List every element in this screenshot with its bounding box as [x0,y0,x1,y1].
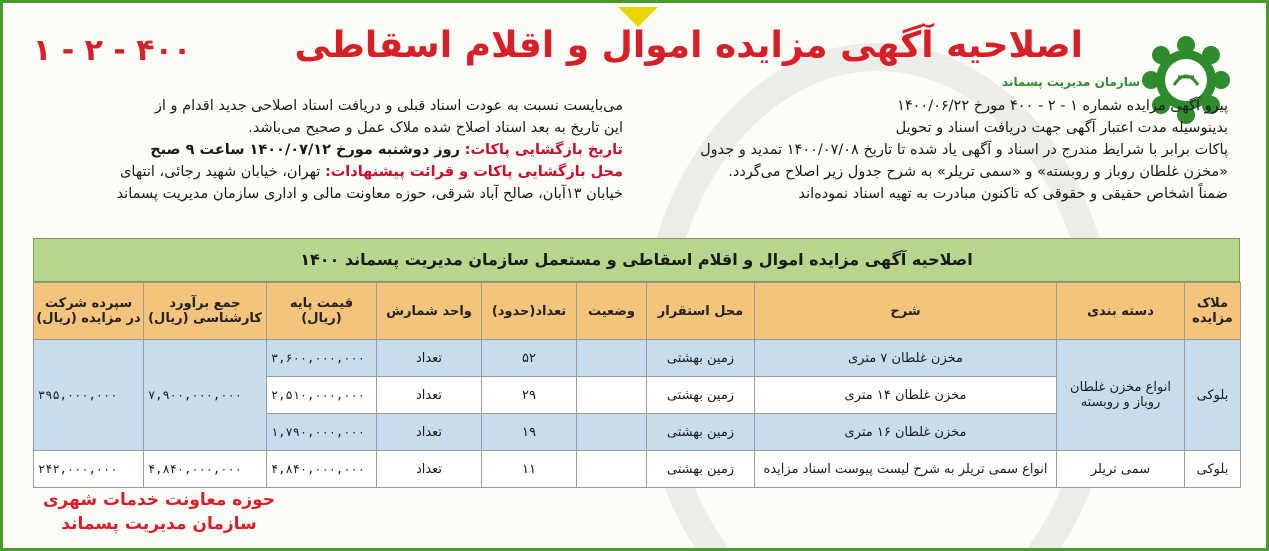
col-header-malak: ملاک مزایده [1185,283,1241,340]
opening-date-label: تاریخ بازگشایی پاکات: [464,142,623,158]
body-line: پاکات برابر با شرایط مندرج در اسناد و آگهی یاد شده تا تاریخ ۱۴۰۰/۰۷/۰۸ تمدید و جدول [700,142,1228,158]
body-line: «مخزن غلطان روباز و روبسته» و «سمی تریلر» به شرح جدول زیر اصلاح می‌گردد. [728,164,1228,180]
cell-malak: بلوکی [1185,340,1241,451]
cell-deposit: ۳۹۵,۰۰۰,۰۰۰ [34,340,144,451]
cell-unit: تعداد [377,340,482,377]
top-triangle-marker [618,7,658,27]
org-name-small: سازمان مدیریت پسماند [1002,75,1140,89]
cell-location: زمین بهشتی [647,451,755,488]
cell-category: سمی تریلر [1057,451,1185,488]
cell-count: ۱۱ [482,451,577,488]
footer-signature [39,488,279,536]
col-header-status: وضعیت [577,283,647,340]
cell-count: ۲۹ [482,377,577,414]
cell-base-price: ۲,۵۱۰,۰۰۰,۰۰۰ [267,377,377,414]
cell-desc: مخزن غلطان ۱۶ متری [755,414,1057,451]
footer-line: سازمان مدیریت پسماند [61,514,257,534]
notice-title-text: اصلاحیه آگهی مزایده اموال و اقلام اسقاطی [294,25,1083,66]
cell-unit: تعداد [377,414,482,451]
body-text-right [638,95,1228,205]
body-line: پیرو آگهی مزایده شماره ۱ - ۲ - ۴۰۰ مورخ ۱۴۰۰/۰۶/۲۲ [897,98,1228,114]
table-title: اصلاحیه آگهی مزایده اموال و اقلام اسقاطی و مستعمل سازمان مدیریت پسماند ۱۴۰۰ [33,238,1240,282]
cell-desc: انواع سمی تریلر به شرح لیست پیوست اسناد مزایده [755,451,1057,488]
cell-base-price: ۴,۸۴۰,۰۰۰,۰۰۰ [267,451,377,488]
cell-desc: مخزن غلطان ۷ متری [755,340,1057,377]
cell-desc: مخزن غلطان ۱۴ متری [755,377,1057,414]
table-header-row [34,283,1241,340]
body-line: خیابان ۱۳آبان، صالح آباد شرقی، حوزه معاونت مالی و اداری سازمان مدیریت پسماند [116,186,623,202]
cell-location: زمین بهشتی [647,414,755,451]
body-line: ضمناً اشخاص حقیقی و حقوقی که تاکنون مبادرت به تهیه اسناد نموده‌اند [798,186,1228,202]
cell-total-estimate: ۴,۸۴۰,۰۰۰,۰۰۰ [144,451,267,488]
notice-number: ۱ - ۲ - ۴۰۰ [33,33,192,68]
cell-location: زمین بهشتی [647,340,755,377]
cell-deposit: ۲۴۲,۰۰۰,۰۰۰ [34,451,144,488]
cell-unit: تعداد [377,377,482,414]
footer-line: حوزه معاونت خدمات شهری [42,490,276,510]
col-header-desc: شرح [755,283,1057,340]
cell-malak: بلوکی [1185,451,1241,488]
cell-status [577,451,647,488]
body-line: بدینوسیله مدت اعتبار آگهی جهت دریافت اسناد و تحویل [895,120,1228,136]
col-header-base-price: قیمت پایه (ریال) [267,283,377,340]
cell-count: ۱۹ [482,414,577,451]
col-header-unit: واحد شمارش [377,283,482,340]
cell-total-estimate: ۷,۹۰۰,۰۰۰,۰۰۰ [144,340,267,451]
cell-unit: تعداد [377,451,482,488]
body-line: این تاریخ به بعد اسناد اصلاح شده ملاک عمل و صحیح می‌باشد. [248,120,623,136]
table-row [34,340,1241,377]
auction-table-section [33,238,1240,481]
col-header-category: دسته بندی [1057,283,1185,340]
col-header-location: محل استقرار [647,283,755,340]
opening-date-value: روز دوشنبه مورخ ۱۴۰۰/۰۷/۱۲ ساعت ۹ صبح [150,142,461,158]
cell-status [577,340,647,377]
col-header-count: تعداد(حدود) [482,283,577,340]
col-header-total-estimate: جمع برآورد کارشناسی (ریال) [144,283,267,340]
cell-location: زمین بهشتی [647,377,755,414]
cell-category: انواع مخزن غلطان روباز و روبسته [1057,340,1185,451]
opening-place-label: محل بازگشایی پاکات و قرائت پیشنهادات: [324,164,623,180]
cell-base-price: ۳,۶۰۰,۰۰۰,۰۰۰ [267,340,377,377]
cell-status [577,414,647,451]
opening-place [33,161,623,183]
body-line: می‌بایست نسبت به عودت اسناد قبلی و دریافت اسناد اصلاحی جدید اقدام و از [154,98,623,114]
opening-date [33,139,623,161]
cell-base-price: ۱,۷۹۰,۰۰۰,۰۰۰ [267,414,377,451]
body-text-left [33,95,623,205]
opening-place-value: تهران، خیابان شهید رجائی، انتهای [120,164,321,180]
col-header-deposit: سپرده شرکت در مزایده (ریال) [34,283,144,340]
cell-status [577,377,647,414]
auction-table [33,282,1241,488]
cell-count: ۵۲ [482,340,577,377]
table-row [34,451,1241,488]
